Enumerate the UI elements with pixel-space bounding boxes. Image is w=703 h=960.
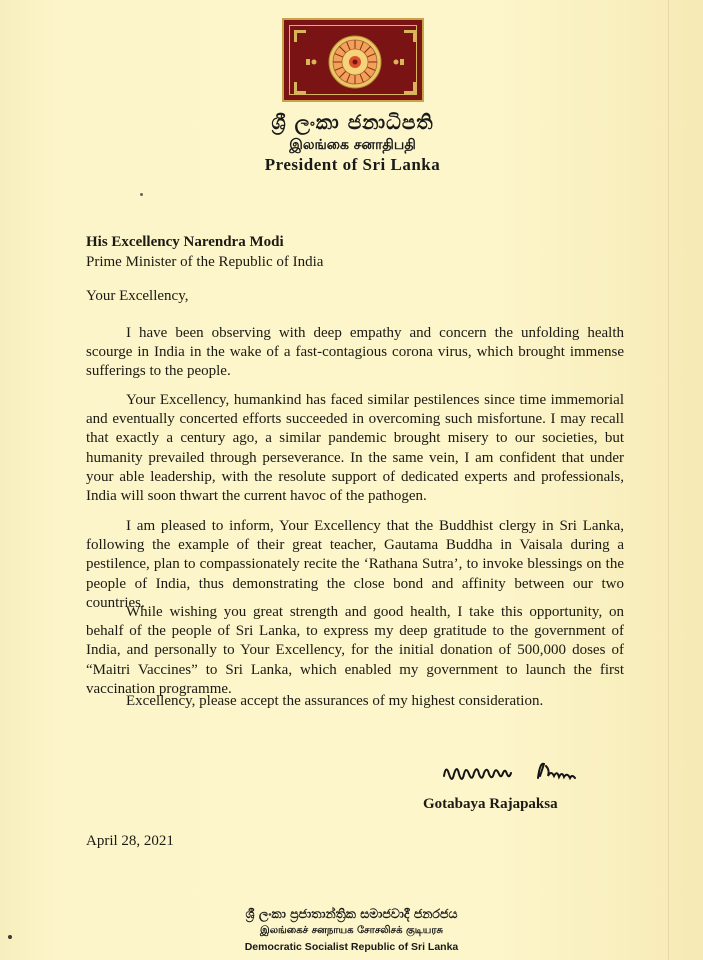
signer-name: Gotabaya Rajapaksa (423, 796, 558, 812)
handwritten-signature (438, 756, 598, 790)
presidential-emblem (282, 18, 424, 102)
recipient-position: Prime Minister of the Republic of India (86, 254, 324, 270)
body-paragraph-3: I am pleased to inform, Your Excellency that the Buddhist clergy in Sri Lanka, following the example of their great teacher, Gautama Buddha in Vaisala during a pestilence, plan to compassionately recite the ‘Rathana Sutra’, to invoke blessings on the people of India, thus demonstrating the close bond and affinity between our two countries. (86, 518, 624, 611)
recipient-name: His Excellency Narendra Modi (86, 234, 284, 250)
letter-date: April 28, 2021 (86, 833, 174, 849)
emblem-icon (284, 20, 426, 104)
body-paragraph-5: Excellency, please accept the assurances of my highest consideration. (126, 693, 544, 709)
letterhead-title-tamil: இலங்கை சனாதிபதி (289, 137, 416, 153)
body-paragraph-2: Your Excellency, humankind has faced similar pestilences since time immemorial and eventually concerted efforts succeeded in overcoming such misfortune. I may recall that exactly a century ago, a similar pandemic brought misery to our societies, but humanity prevailed through perseverance. In the same vein, I am confident that under your able leadership, with the resolute support of dedicated experts and professionals, India will soon thwart the current havoc of the pathogen. (86, 392, 624, 505)
footer-tamil: இலங்கைச் சனநாயக சோசலிசக் குடியரசு (259, 925, 444, 936)
footer-sinhala: ශ්‍රී ලංකා ප්‍රජාතාන්ත්‍රික සමාජවාදී ජනරජය (245, 906, 458, 921)
body-paragraph-1: I have been observing with deep empathy and concern the unfolding health scourge in India in the wake of a fast-contagious corona virus, which brought immense sufferings to the people. (86, 325, 624, 380)
letterhead-title-english: President of Sri Lanka (264, 155, 441, 174)
footer-english: Democratic Socialist Republic of Sri Lanka (244, 941, 459, 953)
letterhead-title-sinhala: ශ්‍රී ලංකා ජනාධිපති (271, 110, 434, 134)
salutation: Your Excellency, (86, 288, 189, 304)
body-paragraph-4: While wishing you great strength and good health, I take this opportunity, on behalf of the people of Sri Lanka, to express my deep gratitude to the government of India, and personally to Your Excellency, for the initial donation of 500,000 doses of “Maitri Vaccines” to Sri Lanka, which enabled my government to launch the first vaccination programme. (86, 604, 624, 697)
paper-speck (8, 935, 12, 939)
paper-speck (140, 193, 143, 196)
paper-crease (668, 0, 669, 960)
